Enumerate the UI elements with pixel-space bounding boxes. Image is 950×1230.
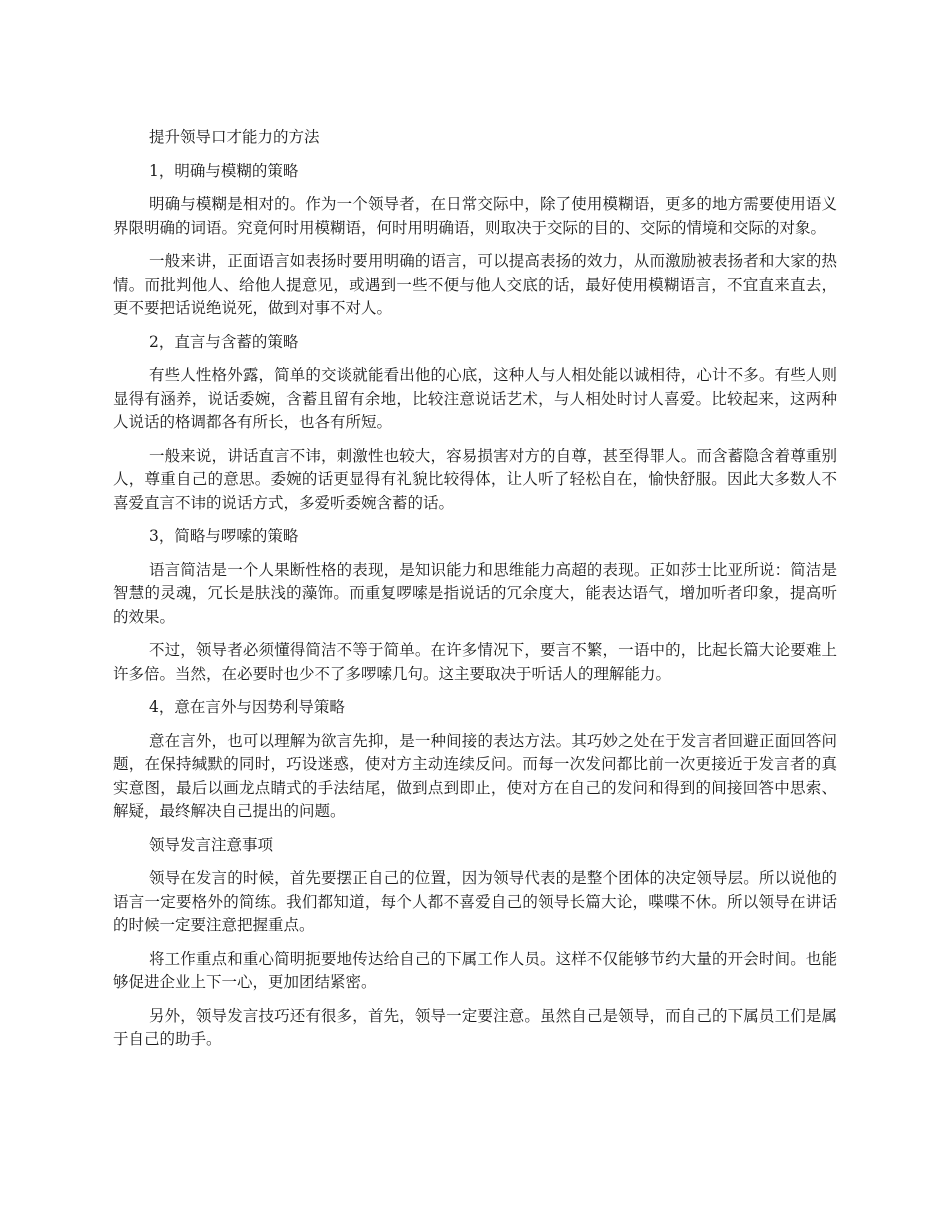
body-paragraph: 明确与模糊是相对的。作为一个领导者，在日常交际中，除了使用模糊语，更多的地方需要使用语义界限明确的词语。究竟何时用模糊语，何时用明确语，则取决于交际的目的、交际的情境和交际的对象。 — [113, 195, 837, 237]
document-title: 提升领导口才能力的方法 — [149, 128, 320, 146]
body-paragraph: 不过，领导者必须懂得简洁不等于简单。在许多情况下，要言不繁，一语中的，比起长篇大论要难上许多倍。当然，在必要时也少不了多啰嗦几句。这主要取决于听话人的理解能力。 — [113, 641, 837, 683]
section-heading-3: 3，简略与啰嗦的策略 — [149, 527, 299, 545]
body-paragraph: 另外，领导发言技巧还有很多，首先，领导一定要注意。虽然自己是领导，而自己的下属员工们是属于自己的助手。 — [113, 1006, 837, 1048]
section-heading-2: 2，直言与含蓄的策略 — [149, 332, 299, 351]
body-paragraph: 一般来讲，正面语言如表扬时要用明确的语言，可以提高表扬的效力，从而激励被表扬者和大家的热情。而批判他人、给他人提意见，或遇到一些不便与他人交底的话，最好使用模糊语言，不宜直来直去，更不要把话说绝说死，做到对事不对人。 — [113, 252, 837, 317]
section-heading-notes: 领导发言注意事项 — [149, 835, 274, 854]
body-paragraph: 意在言外，也可以理解为欲言先抑，是一种间接的表达方法。其巧妙之处在于发言者回避正面回答问题，在保持缄默的同时，巧设迷惑，使对方主动连续反问。而每一次发问都比前一次更接近于发言者的真实意图，最后以画龙点睛式的手法结尾，做到点到即止，使对方在自己的发问和得到的间接回答中思索、解疑，最终解决自己提出的问题。 — [113, 731, 837, 820]
section-heading-1: 1，明确与模糊的策略 — [149, 161, 299, 180]
body-paragraph: 一般来说，讲话直言不讳，刺激性也较大，容易损害对方的自尊，甚至得罪人。而含蓄隐含着尊重别人，尊重自己的意思。委婉的话更显得有礼貌比较得体，让人听了轻松自在，愉快舒服。因此大多数人不喜爱直言不讳的说话方式，多爱听委婉含蓄的话。 — [113, 446, 837, 512]
section-heading-4: 4，意在言外与因势利导策略 — [149, 698, 345, 716]
body-paragraph: 将工作重点和重心简明扼要地传达给自己的下属工作人员。这样不仅能够节约大量的开会时间。也能够促进企业上下一心，更加团结紧密。 — [113, 949, 837, 991]
body-paragraph: 语言简洁是一个人果断性格的表现，是知识能力和思维能力高超的表现。正如莎士比亚所说：简洁是智慧的灵魂，冗长是肤浅的藻饰。而重复啰嗦是指说话的冗余度大，能表达语气，增加听者印象，提高听的效果。 — [113, 560, 837, 626]
body-paragraph: 有些人性格外露，简单的交谈就能看出他的心底，这种人与人相处能以诚相待，心计不多。有些人则显得有涵养，说话委婉，含蓄且留有余地，比较注意说话艺术，与人相处时讨人喜爱。比较起来，这两种人说话的格调都各有所长，也各有所短。 — [113, 366, 837, 431]
body-paragraph: 领导在发言的时候，首先要摆正自己的位置，因为领导代表的是整个团体的决定领导层。所以说他的语言一定要格外的简练。我们都知道，每个人都不喜爱自己的领导长篇大论，喋喋不休。所以领导在讲话的时候一定要注意把握重点。 — [113, 869, 837, 934]
document-page — [113, 126, 837, 1062]
